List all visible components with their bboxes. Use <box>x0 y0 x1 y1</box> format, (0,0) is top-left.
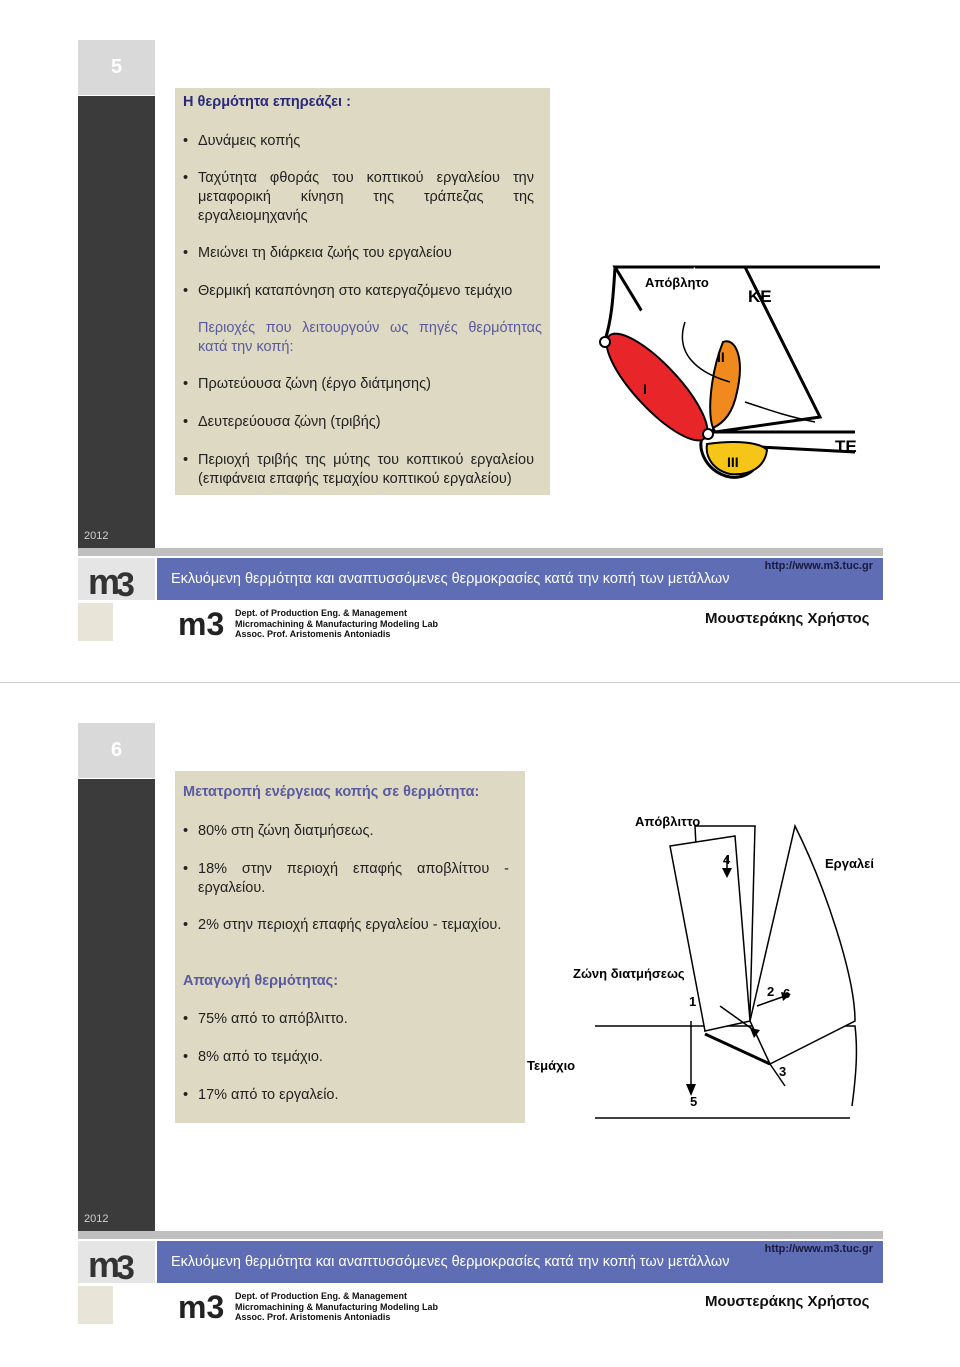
list-item: • 2% στην περιοχή επαφής εργαλείου - τεμαχίου. <box>183 917 502 933</box>
content-box <box>175 88 550 495</box>
figure-label-zone3: III <box>727 454 739 470</box>
list-item: • Ταχύτητα φθοράς του κοπτικού εργαλείου την μεταφορική κίνηση της τράπεζας της εργαλειομηχανής <box>183 170 534 224</box>
footer-url[interactable]: http://www.m3.tuc.gr <box>764 560 873 572</box>
lab-info: Dept. of Production Eng. & Management Micromachining & Manufacturing Modeling Lab Assoc. Prof. Aristomenis Antoniadis <box>235 608 439 639</box>
heat-flow-figure <box>525 806 885 1126</box>
sidebar-title-line1: ΠΡΟΣΟΜΕΙΩΣΗ ΜΕΤΩΠΙΚΟΥ ΦΡΑΙΖΑΡΙΣΜΑΤΑΟΣ ΜΕ ΠΕΠΕΡΑΣΜΕΝΑ <box>35 48 50 478</box>
svg-text:m3: m3 <box>178 606 225 639</box>
svg-text:m3: m3 <box>178 1289 225 1322</box>
figure-label-1: 1 <box>689 994 697 1009</box>
sidebar-title <box>34 731 92 1161</box>
heat-zones-figure <box>585 262 885 492</box>
m3-logo-icon <box>78 1241 155 1283</box>
sidebar-year: 2012 <box>84 1213 109 1225</box>
figure-label-4: 4 <box>723 852 731 867</box>
list-item: • Πρωτεύουσα ζώνη (έργο διάτμησης) <box>183 376 431 392</box>
m3-logo-icon <box>78 558 155 600</box>
content-subheading: Περιοχές που λειτουργούν ως πηγές θερμότητας κατά την κοπή: <box>198 320 542 355</box>
statue-image <box>78 603 113 641</box>
figure-label-chip: Απόβλητο <box>645 275 709 290</box>
figure-label-tool: Εργαλεί <box>825 856 874 871</box>
sidebar-year: 2012 <box>84 530 109 542</box>
footer-top-bar <box>78 1231 883 1239</box>
figure-label-2: 2 <box>767 984 775 999</box>
figure-label-3: 3 <box>779 1064 787 1079</box>
figure-label-5: 5 <box>690 1094 698 1109</box>
lab-logo-icon <box>178 1286 233 1322</box>
statue-image <box>78 1286 113 1324</box>
m3-logo <box>78 558 155 600</box>
footer-strip <box>157 1241 883 1283</box>
slide-5 <box>0 0 960 683</box>
lab-logo-icon <box>178 603 233 639</box>
sidebar-title-line1: ΠΡΟΣΟΜΕΙΩΣΗ ΜΕΤΩΠΙΚΟΥ ΦΡΑΙΖΑΡΙΣΜΑΤΑΟΣ ΜΕ ΠΕΠΕΡΑΣΜΕΝΑ <box>35 731 50 1161</box>
list-item: • Περιοχή τριβής της μύτης του κοπτικού εργαλείου (επιφάνεια επαφής τεμαχίου κοπτικού εργαλείου) <box>183 452 534 487</box>
sidebar <box>35 731 155 1231</box>
slide-number: 5 <box>110 56 123 78</box>
content-subheading: Απαγωγή θερμότητας: <box>183 973 339 989</box>
list-item: • Μειώνει τη διάρκεια ζωής του εργαλείου <box>183 245 452 261</box>
figure-label-tool: ΚΕ <box>748 287 772 306</box>
list-item: • 80% στη ζώνη διατμήσεως. <box>183 823 374 839</box>
svg-text:3: 3 <box>116 1249 135 1283</box>
figure-label-zone: Ζώνη διατμήσεως <box>573 966 685 981</box>
figure-label-6: 6 <box>783 986 791 1001</box>
footer-title: Εκλυόμενη θερμότητα και αναπτυσσόμενες θερμοκρασίες κατά την κοπή των μετάλλων <box>171 1254 730 1270</box>
slide-number: 6 <box>110 739 123 761</box>
content-heading: Η θερμότητα επηρεάζει : <box>183 94 351 110</box>
list-item: • 8% από το τεμάχιο. <box>183 1049 323 1065</box>
list-item: • Δυνάμεις κοπής <box>183 133 301 149</box>
svg-text:m: m <box>88 1244 121 1283</box>
svg-text:3: 3 <box>116 566 135 600</box>
author-name: Μουστεράκης Χρήστος <box>705 1293 870 1310</box>
list-item: • 75% από το απόβλιττο. <box>183 1011 348 1027</box>
footer-strip <box>157 558 883 600</box>
m3-logo <box>78 1241 155 1283</box>
figure-label-zone2: II <box>717 349 725 365</box>
figure-label-zone1: I <box>643 381 647 397</box>
figure-label-chip: Απόβλιττο <box>635 814 701 829</box>
list-item: • 18% στην περιοχή επαφής αποβλίττου - εργαλείου. <box>183 861 509 896</box>
lab-info: Dept. of Production Eng. & Management Micromachining & Manufacturing Modeling Lab Assoc. Prof. Aristomenis Antoniadis <box>235 1291 439 1322</box>
footer-url[interactable]: http://www.m3.tuc.gr <box>764 1243 873 1255</box>
figure-label-workpiece: ΤΕ <box>835 437 857 456</box>
list-item: • Θερμική καταπόνηση στο κατεργαζόμενο τεμάχιο <box>183 283 513 299</box>
author-name: Μουστεράκης Χρήστος <box>705 610 870 627</box>
sidebar-title-line2: ΣΤΟΙΧΕΙΑ <box>52 418 67 478</box>
slide-6 <box>0 683 960 1366</box>
sidebar-title <box>34 48 92 478</box>
footer-top-bar <box>78 548 883 556</box>
sidebar-title-line2: ΣΤΟΙΧΕΙΑ <box>52 1101 67 1161</box>
list-item: • 17% από το εργαλείο. <box>183 1087 339 1103</box>
figure-label-workpiece: Τεμάχιο <box>527 1058 576 1073</box>
footer-title: Εκλυόμενη θερμότητα και αναπτυσσόμενες θερμοκρασίες κατά την κοπή των μετάλλων <box>171 571 730 587</box>
content-heading: Μετατροπή ενέργειας κοπής σε θερμότητα: <box>183 784 480 800</box>
content-box <box>175 771 525 1123</box>
sidebar <box>35 48 155 548</box>
list-item: • Δευτερεύουσα ζώνη (τριβής) <box>183 414 381 430</box>
svg-text:m: m <box>88 561 121 600</box>
